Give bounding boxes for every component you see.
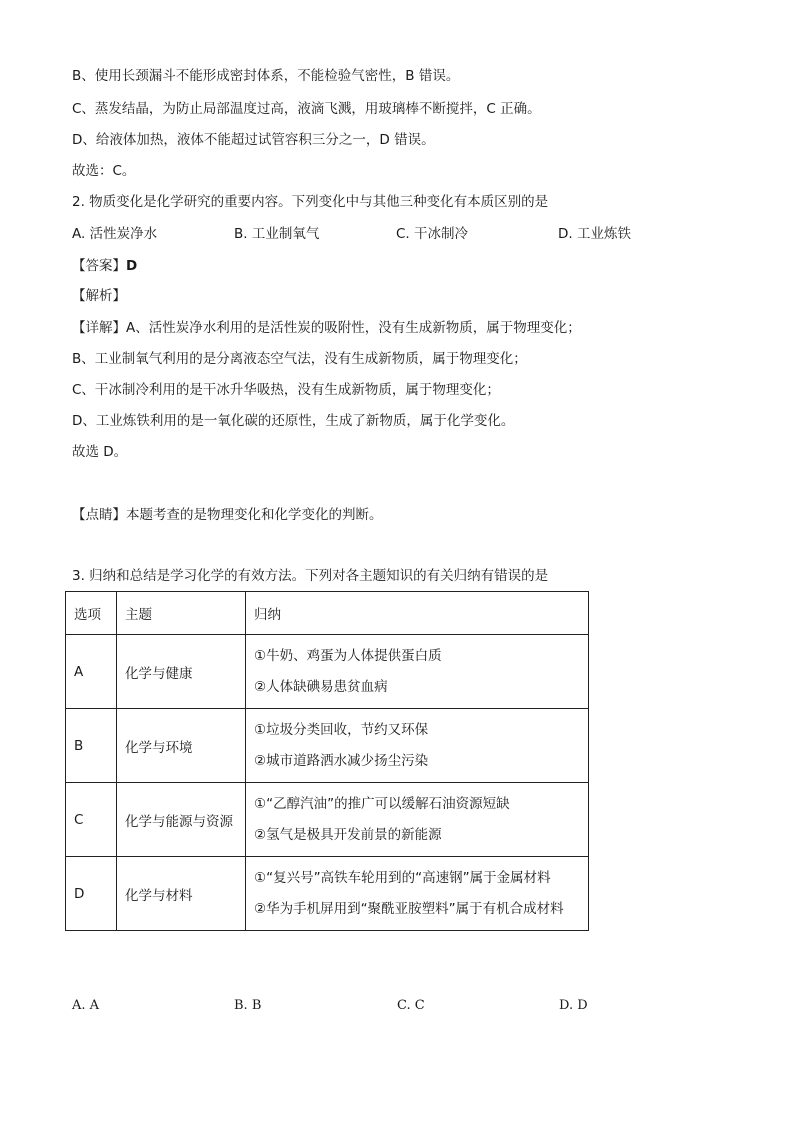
header-topic: 主题 xyxy=(117,592,246,635)
q2-option-a: A. 活性炭净水 xyxy=(72,226,158,242)
table-row xyxy=(66,635,589,709)
q1-option-b-explanation: B、使用长颈漏斗不能形成密封体系，不能检验气密性，B 错误。 xyxy=(72,68,460,84)
row-summary xyxy=(246,783,589,857)
summary-item: ①垃圾分类回收，节约又环保 xyxy=(254,721,429,738)
header-option: 选项 xyxy=(66,592,117,635)
q3-answer-c: C. C xyxy=(397,998,425,1013)
header-summary: 归纳 xyxy=(246,592,589,635)
summary-item: ①“乙醇汽油”的推广可以缓解石油资源短缺 xyxy=(254,795,510,812)
row-topic: 化学与环境 xyxy=(117,709,246,783)
row-topic: 化学与健康 xyxy=(117,635,246,709)
q3-answer-b: B. B xyxy=(234,998,262,1013)
q2-detail-c: C、干冰制冷利用的是干冰升华吸热，没有生成新物质，属于物理变化； xyxy=(72,382,500,398)
summary-item: ②华为手机屏用到“聚酰亚胺塑料”属于有机合成材料 xyxy=(254,900,564,917)
row-summary xyxy=(246,709,589,783)
q3-answer-a: A. A xyxy=(72,998,100,1013)
q2-detail-b: B、工业制氧气利用的是分离液态空气法，没有生成新物质，属于物理变化； xyxy=(72,351,527,367)
row-option: C xyxy=(66,783,117,857)
summary-item: ②城市道路洒水减少扬尘污染 xyxy=(254,752,429,769)
row-option: A xyxy=(66,635,117,709)
q2-stem: 2. 物质变化是化学研究的重要内容。下列变化中与其他三种变化有本质区别的是 xyxy=(72,194,549,210)
q2-comment: 【点睛】本题考查的是物理变化和化学变化的判断。 xyxy=(72,507,383,523)
answer-value: D xyxy=(126,258,138,274)
q1-option-d-explanation: D、给液体加热，液体不能超过试管容积三分之一，D 错误。 xyxy=(72,132,435,148)
q2-option-c: C. 干冰制冷 xyxy=(396,226,469,242)
q2-detail-a: 【详解】A、活性炭净水利用的是活性炭的吸附性，没有生成新物质，属于物理变化； xyxy=(72,320,581,336)
q2-option-d: D. 工业炼铁 xyxy=(558,226,631,242)
q2-detail-d: D、工业炼铁利用的是一氧化碳的还原性，生成了新物质，属于化学变化。 xyxy=(72,413,515,429)
row-topic: 化学与能源与资源 xyxy=(117,783,246,857)
summary-item: ①牛奶、鸡蛋为人体提供蛋白质 xyxy=(254,647,442,664)
q2-choice: 故选 D。 xyxy=(72,444,128,460)
answer-label: 【答案】 xyxy=(72,258,126,274)
row-summary xyxy=(246,857,589,931)
row-topic: 化学与材料 xyxy=(117,857,246,931)
summary-item: ②氢气是极具开发前景的新能源 xyxy=(254,826,442,843)
q2-option-b: B. 工业制氧气 xyxy=(234,226,320,242)
summary-item: ①“复兴号”高铁车轮用到的“高速钢”属于金属材料 xyxy=(254,869,551,886)
q3-answer-d: D. D xyxy=(559,998,588,1013)
table-header-row xyxy=(66,592,589,635)
summary-item: ②人体缺碘易患贫血病 xyxy=(254,678,388,695)
q3-stem: 3. 归纳和总结是学习化学的有效方法。下列对各主题知识的有关归纳有错误的是 xyxy=(72,568,549,584)
q2-analysis-label: 【解析】 xyxy=(72,288,126,304)
row-option: B xyxy=(66,709,117,783)
table-row xyxy=(66,783,589,857)
q2-answer xyxy=(72,256,137,276)
table-row xyxy=(66,857,589,931)
q3-table xyxy=(65,591,589,931)
table-row xyxy=(66,709,589,783)
q1-choice: 故选：C。 xyxy=(72,163,136,179)
q1-option-c-explanation: C、蒸发结晶，为防止局部温度过高，液滴飞溅，用玻璃棒不断搅拌，C 正确。 xyxy=(72,101,541,117)
row-option: D xyxy=(66,857,117,931)
row-summary xyxy=(246,635,589,709)
